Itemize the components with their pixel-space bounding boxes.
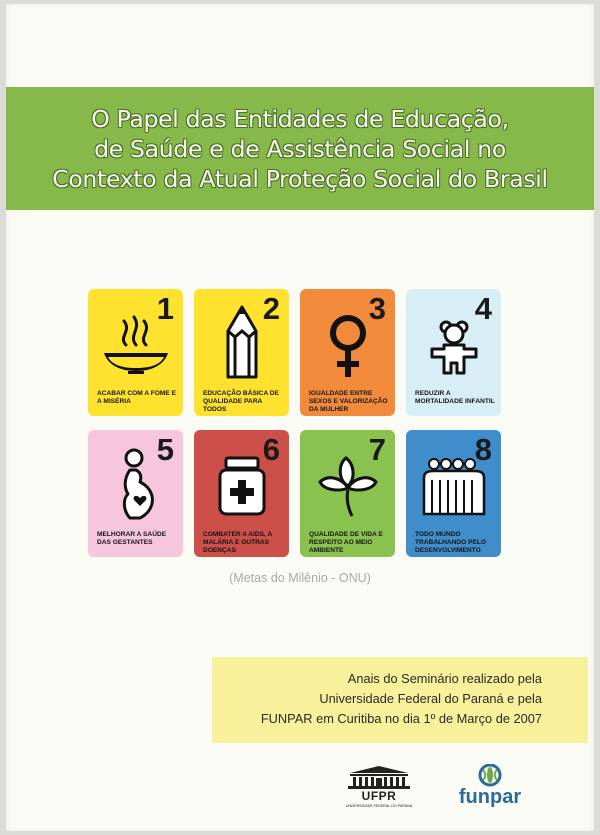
goal-caption: QUALIDADE DE VIDA E RESPEITO AO MEIO AMBIENTE [309,531,383,555]
title-band [6,87,594,210]
pencil-icon [202,301,282,381]
proceedings-line: FUNPAR em Curitiba no dia 1º de Março de 2007 [260,711,542,726]
book-cover [6,4,594,831]
goal-number: 4 [474,291,492,326]
ufpr-subtitle: UNIVERSIDADE FEDERAL DO PARANÁ [345,804,413,808]
goal-caption: REDUZIR A MORTALIDADE INFANTIL [415,390,495,406]
goal-caption: ACABAR COM A FOME E A MISÉRIA [97,390,176,406]
group-of-people-icon [414,442,494,522]
goal-caption: MELHORAR A SAÚDE DAS GESTANTES [97,531,167,547]
title-line: O Papel das Entidades de Educação, [91,105,509,133]
funpar-emblem-icon [442,764,538,788]
goal-tile-7 [300,430,395,557]
female-symbol-icon [308,301,388,381]
goal-number: 2 [262,291,280,326]
goal-tile-6 [194,430,289,557]
funpar-wordmark: funpar [458,786,522,808]
tree-icon [308,442,388,522]
ufpr-wordmark: UFPR [361,789,397,803]
goal-number: 1 [156,291,174,326]
funpar-logo [442,764,538,814]
title-line: Contexto da Atual Proteção Social do Brasil [52,165,548,193]
university-building-icon [340,765,418,789]
soup-bowl-icon [96,301,176,381]
goal-tile-1 [88,289,183,416]
goal-tile-2 [194,289,289,416]
goal-caption: COMBATER A AIDS, A MALÁRIA E OUTRAS DOENÇAS [203,531,272,555]
title-line: de Saúde e de Assistência Social no [94,135,506,163]
goal-caption: TODO MUNDO TRABALHANDO PELO DESENVOLVIMENTO [415,531,487,555]
teddy-bear-icon [414,301,494,381]
goal-number: 5 [156,432,174,467]
goal-number: 6 [262,432,280,467]
goal-caption: EDUCAÇÃO BÁSICA DE QUALIDADE PARA TODOS [203,390,279,414]
goal-tile-8 [406,430,501,557]
proceedings-box [212,657,588,743]
goal-number: 7 [368,432,386,467]
pregnant-woman-icon [96,442,176,522]
proceedings-line: Universidade Federal do Paraná e pela [319,691,542,706]
medicine-jar-icon [202,442,282,522]
goals-caption: (Metas do Milênio - ONU) [229,571,371,585]
goal-tile-3 [300,289,395,416]
proceedings-text [261,669,542,729]
goal-number: 8 [474,432,492,467]
book-title [6,104,594,194]
goal-tile-4 [406,289,501,416]
ufpr-logo [340,765,418,811]
goal-tile-5 [88,430,183,557]
proceedings-line: Anais do Seminário realizado pela [347,671,542,686]
goal-caption: IGUALDADE ENTRE SEXOS E VALORIZAÇÃO DA MULHER [309,390,388,414]
goal-number: 3 [368,291,386,326]
